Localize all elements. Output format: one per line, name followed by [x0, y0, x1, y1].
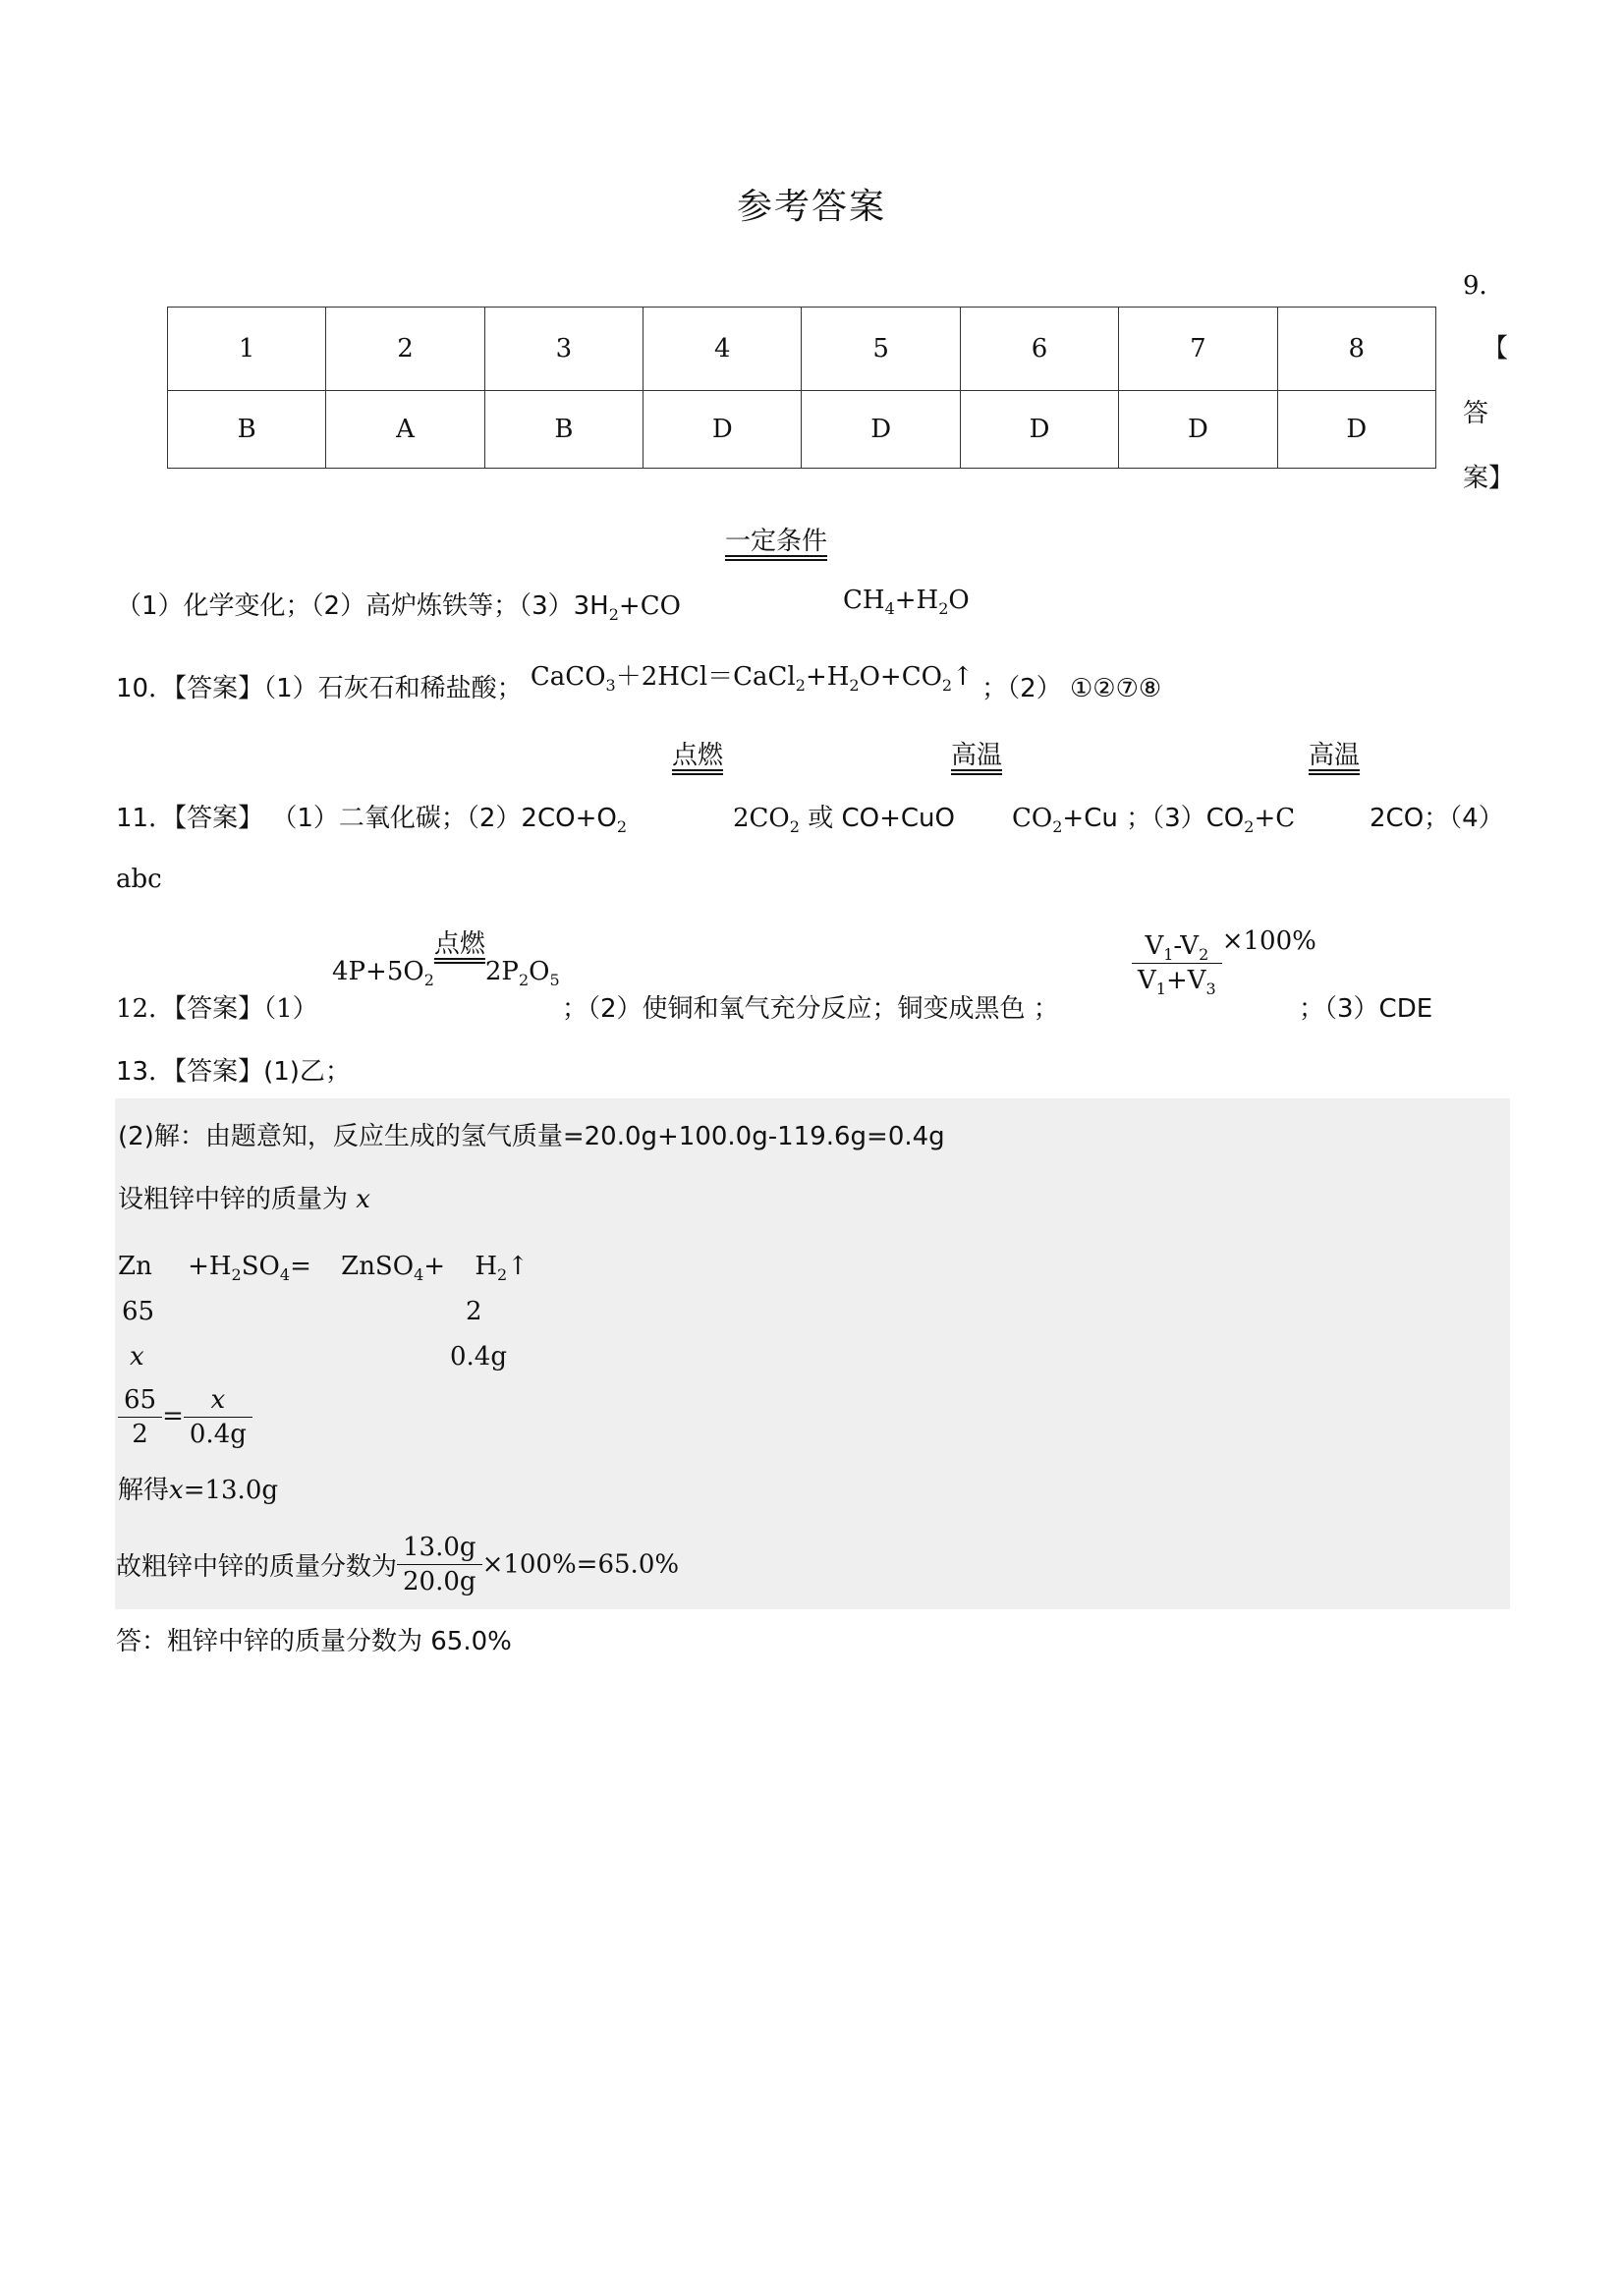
table-cell-number: 1 — [168, 308, 326, 391]
q13-percentage: 故粗锌中锌的质量分数为 $\frac{13.0g}{20.0g}$ ×100%=65.0% — [116, 1533, 680, 1596]
q13-equation: $Zn +H_2SO_4=$ ZnSO$_4$+ $H_2↑$ — [118, 1252, 529, 1284]
table-cell-answer: B — [484, 391, 643, 469]
q9-label-part: 答 — [1463, 399, 1489, 428]
table-cell-answer: D — [960, 391, 1118, 469]
table-cell-number: 2 — [326, 308, 484, 391]
q11-condition-high-temp: 高温 — [1309, 741, 1361, 770]
q13-mass-zn: 65 — [122, 1297, 155, 1326]
table-cell-number: 6 — [960, 308, 1118, 391]
table-cell-number: 8 — [1277, 308, 1435, 391]
table-cell-number: 7 — [1119, 308, 1277, 391]
q9-label-part: 【 — [1483, 334, 1509, 364]
q11-condition-ignite: 点燃 — [672, 741, 724, 770]
q12-equation: $4P+5O_2$点燃$2P_2O_5$ — [332, 929, 560, 989]
q9-label-part: 案】 — [1463, 464, 1515, 493]
table-cell-answer: D — [802, 391, 960, 469]
q13-line-2: (2)解：由题意知，反应生成的氢气质量=20.0g+100.0g-119.6g=0.4g — [118, 1122, 945, 1151]
table-cell-answer: D — [644, 391, 802, 469]
table-cell-answer: B — [168, 391, 326, 469]
page-title: 参考答案 — [736, 187, 886, 227]
q11-tail: 2CO；（4） — [1370, 804, 1504, 833]
q13-answer-1: 13．【答案】(1)乙； — [116, 1057, 351, 1087]
q12-fraction: $\frac{V_1-V_2}{V_1+V_3}$ ×100% — [1132, 931, 1316, 995]
q9-product: $CH_4+H_2O$ — [843, 586, 970, 618]
q13-final-answer: 答：粗锌中锌的质量分数为 65.0% — [116, 1627, 512, 1656]
table-cell-number: 3 — [484, 308, 643, 391]
table-cell-answer: D — [1277, 391, 1435, 469]
q9-answer: （1）化学变化；（2）高炉炼铁等；$(3)3H_2+CO$ — [116, 591, 681, 624]
table-cell-answer: A — [326, 391, 484, 469]
q12-mid: ；（2）使铜和氧气充分反应；铜变成黑色 ； — [562, 994, 1059, 1024]
q11-answer: 11．【答案】 （1）二氧化碳；$(2)2CO+O_2$ — [116, 804, 628, 836]
q12-suffix: ；（3）CDE — [1299, 994, 1433, 1024]
q10-equation: $CaCO_3+2HCl=CaCl_2+H_2O+CO_2↑$ — [530, 662, 974, 695]
q11-product: $2CO_2$ 或 CO+CuO — [733, 804, 955, 836]
q13-var-x: x — [130, 1342, 144, 1372]
table-cell-number: 5 — [802, 308, 960, 391]
answer-table — [167, 307, 1436, 469]
q13-mass-given: 0.4g — [450, 1342, 507, 1372]
q11-answer-4: abc — [116, 865, 162, 894]
table-cell-number: 4 — [644, 308, 802, 391]
q13-proportion: $\frac{65}{2}$ = $\frac{x}{0.4g}$ — [118, 1385, 252, 1449]
table-cell-answer: D — [1119, 391, 1277, 469]
q13-mass-h2: 2 — [466, 1297, 482, 1326]
q11-condition-high-temp: 高温 — [951, 741, 1003, 770]
q9-number: 9． — [1463, 271, 1505, 301]
q13-line-3: 设粗锌中锌的质量为 x — [118, 1185, 370, 1214]
q12-prefix: 12．【答案】（1） — [116, 994, 318, 1024]
q11-product-2: $CO_2+Cu$ ；$(3)CO_2+C$ — [1012, 804, 1296, 836]
q9-condition: 一定条件 — [725, 527, 828, 556]
q13-solve: 解得x=13.0g — [118, 1476, 279, 1505]
q10-answer: 10．【答案】（1）石灰石和稀盐酸； $CaCO_3+2HCl=CaCl_2+H_2O+CO_2↑$ ；（2） ①②⑦⑧ — [116, 662, 1162, 703]
